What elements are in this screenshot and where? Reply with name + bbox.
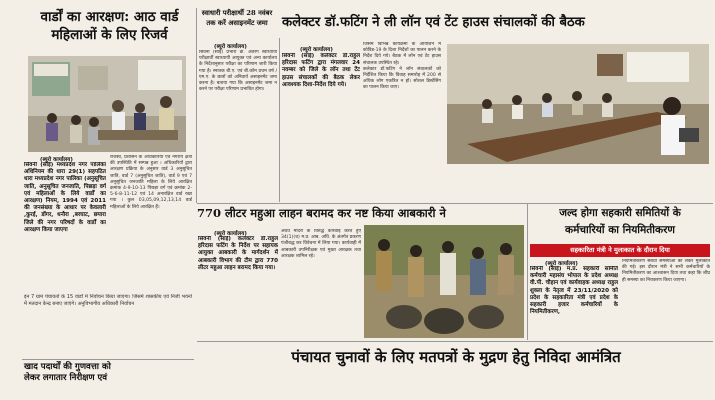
headline-cooperative-line2: कर्मचारियों का नियमितीकरण — [565, 224, 675, 236]
column-divider-1 — [196, 8, 197, 203]
headline-cooperative — [529, 205, 711, 239]
body-ward-col2-a: राजस्व, प्रशासन के अधिकारियों एवं नगरीय क्षेत्रों की उपस्थिति में सम्पन्न हुआ । अधिकारियों द्वारा आरक्षण प्रक्रिया के अनुसार वार्ड 3 अनुसूचित जाति, वार्ड 7 (अनुसूचित जाति), वार्ड 9 एवं 7 अनुसूचित जनजाति महिला के लिये आरक्षित — [110, 155, 192, 185]
body-assignment-a: सिवनी (साई) प्रभारी डॉ. अंतरंग स्वाध्यायी परीक्षार्थी स्वाध्यायी आयुक्त एवं अन्य कार्यालय के निर्देशानुसार परीक्षा का परिणाम जारी किया गया है। स्नातक बी.ए. एवं बी.कॉम प्रथम वर्ष / एम.ए. के छात्रों को अनिवार्य असाइनमेंट जमा करना है। — [199, 50, 277, 87]
headline-ward-line2: महिलाओं के लिए रिजर्व — [51, 27, 168, 43]
photo-collector-meeting — [447, 44, 709, 164]
headline-assignment — [198, 8, 276, 28]
bottom-text-strip — [200, 372, 712, 398]
body-liquor-col1: सिवनी (साई) कलेक्टर डॉ.राहुल हरिदास फटिंग के निर्देश पर सहायक आयुक्त आबकारी के मार्गदर्शन में आबकारी विभाग की टीम द्वारा 770 लीटर महुआ लाहन बरामद किया गया। — [198, 236, 278, 271]
bureau-cooperative: (ब्यूरो कार्यालय) — [545, 261, 578, 267]
body-assignment-b: बताया गया कि असाइनमेंट जमा न करने पर परीक्षा परिणाम प्रभावित होगा। — [199, 81, 277, 93]
lead-ward: सिवनी (साई) मध्यप्रदेश नगर पालिका अधिनियम की धारा 29(1) सहपठित धारा मध्यप्रदेश नगर पालिका (अनुसूचित जाति, अनुसूचित जनजाति, पिछड़ा वर्ग एवं महिलाओं के लिये वार्डों का आरक्षण) नियम, 1994 एवं 2011 की जनसंख्या के आधार पर केवलारी ,कुरई, डोंगर, धनौरा ,बरघाट, छपारा जिले की नगर परिषदों के वार्डों का आरक्षण किया जाएगा — [24, 162, 106, 233]
headline-collector-meeting: कलेक्टर डॉ.फटिंग ने ली लॉन एवं टेंट हाउस संचालकों की बैठक — [282, 15, 585, 30]
headline-ballot-printing: पंचायत चुनावों के लिए मतपत्रों के मुद्रण हेतु निविदा आमंत्रित — [291, 348, 621, 366]
headline-ward-reservation — [22, 8, 197, 44]
divider-bottom — [197, 341, 713, 342]
body-cooperative-col2: नियमितीकरण संबंधी समस्याओं को लेकर मुलाकात की गई। इस दौरान मंत्री ने सभी कर्मचारियों के नियमितीकरण का आश्वासन दिया तथा कहा कि शीघ्र ही समस्या का निराकरण किया जाएगा। — [622, 259, 710, 283]
headline-liquor-seizure: 770 लीटर महुआ लाहन बरामद कर नष्ट किया आबकारी ने — [197, 206, 446, 220]
column-divider-2 — [279, 38, 280, 202]
body-ward-col2 — [110, 155, 192, 291]
lead-cooperative: सिवनी (साई) म.प्र. सहकारी समिति कर्मचारी महासंघ भोपाल के प्रदेश अध्यक्ष वी.पी. चौहान एवं कार्यवाहक अध्यक्ष राहुल शुक्ला के नेतृत्व में 23/11/2020 को प्रदेश के सहकारिता मंत्री एवं प्रदेश के सहकारी हजार कर्मचारियों के नियमितीकरण, — [530, 266, 618, 316]
photo-ward-meeting — [28, 56, 186, 152]
headline-food-line2: लेकर लगातार निरीक्षण एवं — [24, 373, 108, 383]
body-collector-col2-text: जिसमें विभिन्न कार्यक्रमों के आयोजन में कोविड-19 के दिशा निर्देशों का पालन करने के निर्देश दिये गये। बैठक में लॉन एवं टेंट हाउस संचालक उपस्थित रहे। — [363, 42, 441, 66]
headline-cooperative-line1: जल्द होगा सहकारी समितियों के — [559, 207, 681, 219]
body-collector-col3 — [447, 166, 709, 202]
body-liquor-col2: अवैध मदिरा के विरुद्ध कार्रवाई करते हुए 34(1)(च) म.प्र. आब. अधि. के अंतर्गत प्रकरण पंजीबद्ध कर विवेचना में लिया गया। कार्यवाही में आबकारी उपनिरीक्षक एवं मुख्य आरक्षक तथा आरक्षक शामिल रहे। — [281, 229, 361, 259]
body-collector-col2 — [363, 42, 441, 202]
bureau-assignment: (ब्यूरो कार्यालय) — [214, 44, 247, 50]
body-ward-col2-b: क्रमांक 4-9-10-13 पिछड़ा वर्ग एवं क्रमांक 2-5-6-8-11-12 एवं 14 अनारक्षित वार्ड रखा गया । कुल 03,05,09,12,13,14 वार्ड महिलाओं के लिये आरक्षित हैं। — [110, 186, 192, 210]
banner-minister-meeting: सहकारिता मंत्री ने मुलाकात के दौरान दिया — [530, 244, 710, 257]
headline-assignment-line1: स्वाधारी परीक्षार्थी 28 नवंबर — [201, 9, 273, 17]
body-collector-col3-text: कलेक्टर डॉ.फटिंग ने लॉन संचालकों को निर्देशित किया कि विवाह समारोह में 200 से अधिक लोग एकत्रित न हों। सोशल डिस्टेंसिंग का पालन किया जाए। — [363, 66, 441, 91]
column-divider-3 — [527, 204, 528, 340]
bureau-collector: (ब्यूरो कार्यालय) — [300, 47, 333, 53]
divider-mid-horizontal — [197, 203, 713, 204]
photo-liquor-seizure — [364, 225, 524, 338]
headline-assignment-line2: तक करें असाइनमेंट जमा — [206, 19, 268, 27]
headline-food-line1: खाद पदार्थों की गुणवत्ता को — [24, 362, 111, 372]
body-ward-col1-more: इन 7 ग्राम पंचायतों के 15 वार्डों में निर्वाचन किया जाएगा। जिसमें शासकीय एवं निजी भवनों में मतदान केन्द्र बनाए जाएंगे। अनुविभागीय अधिकारी निर्वाचन — [24, 294, 192, 307]
headline-food-quality — [24, 362, 194, 384]
divider-left-bottom — [22, 359, 194, 360]
bureau-ward: (ब्यूरो कार्यालय) — [40, 157, 73, 163]
bureau-liquor: (ब्यूरो कार्यालय) — [214, 231, 247, 237]
lead-collector: सिवनी (साई) कलेक्टर डॉ.राहुल हरिदास फटिंग द्वारा मंगलवार 24 नवम्बर को जिले के लॉन तथा टेंट हाउस संचालकों की बैठक लेकर आवश्यक दिशा-निर्देश दिये गये। — [282, 53, 360, 88]
body-assignment — [199, 50, 277, 202]
headline-ward-line1: वार्डों का आरक्षण: आठ वार्ड — [40, 9, 179, 25]
